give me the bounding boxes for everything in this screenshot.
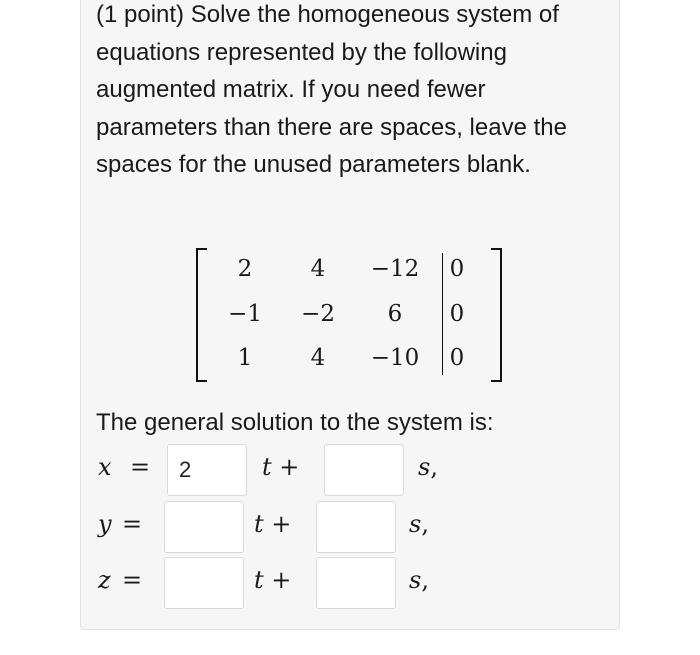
- t-parameter: t: [254, 510, 264, 538]
- variable-z: z: [98, 566, 111, 594]
- matrix-cell: −2: [301, 301, 335, 327]
- comma: ,: [430, 453, 438, 481]
- matrix-cell: −1: [228, 301, 262, 327]
- problem-prompt: (1 point) Solve the homogeneous system of equations represented by the following augmented matrix. If you need fewer parameters than there are spaces, leave the spaces for the unused parameters blank.: [96, 1, 567, 178]
- matrix-cell: 1: [237, 345, 253, 371]
- matrix-cell: 2: [237, 256, 253, 282]
- matrix-cell: 6: [387, 301, 403, 327]
- x-t-coefficient-input[interactable]: [167, 444, 247, 496]
- z-s-coefficient-input[interactable]: [316, 557, 396, 609]
- s-parameter: s: [409, 510, 422, 538]
- matrix-cell: 0: [449, 345, 465, 371]
- plus-sign: +: [271, 510, 292, 538]
- y-t-coefficient-input[interactable]: [164, 501, 244, 553]
- t-plus-term: [254, 566, 291, 594]
- t-parameter: t: [262, 453, 272, 481]
- plus-sign: +: [271, 566, 292, 594]
- matrix-right-bracket: [491, 248, 502, 382]
- t-parameter: t: [254, 566, 264, 594]
- equals-sign: =: [130, 453, 151, 481]
- equals-sign: =: [122, 566, 143, 594]
- matrix-cell: 0: [449, 301, 465, 327]
- equals-sign: =: [122, 510, 143, 538]
- s-parameter-term: [409, 510, 429, 538]
- matrix-cell: 0: [449, 256, 465, 282]
- s-parameter-term: [418, 453, 438, 481]
- comma: ,: [421, 510, 429, 538]
- matrix-left-bracket: [196, 248, 207, 382]
- plus-sign: +: [279, 453, 300, 481]
- t-plus-term: [262, 453, 299, 481]
- y-s-coefficient-input[interactable]: [316, 501, 396, 553]
- matrix-cell: 4: [310, 345, 326, 371]
- z-t-coefficient-input[interactable]: [164, 557, 244, 609]
- augmented-matrix: [196, 248, 502, 382]
- s-parameter: s: [418, 453, 431, 481]
- variable-x: x: [98, 453, 112, 481]
- matrix-cell: −12: [370, 256, 420, 282]
- s-parameter: s: [409, 566, 422, 594]
- general-solution-heading: The general solution to the system is:: [96, 409, 494, 436]
- matrix-cell: −10: [370, 345, 420, 371]
- s-parameter-term: [409, 566, 429, 594]
- comma: ,: [421, 566, 429, 594]
- t-plus-term: [254, 510, 291, 538]
- x-s-coefficient-input[interactable]: [324, 444, 404, 496]
- variable-y: y: [98, 510, 112, 538]
- matrix-cell: 4: [310, 256, 326, 282]
